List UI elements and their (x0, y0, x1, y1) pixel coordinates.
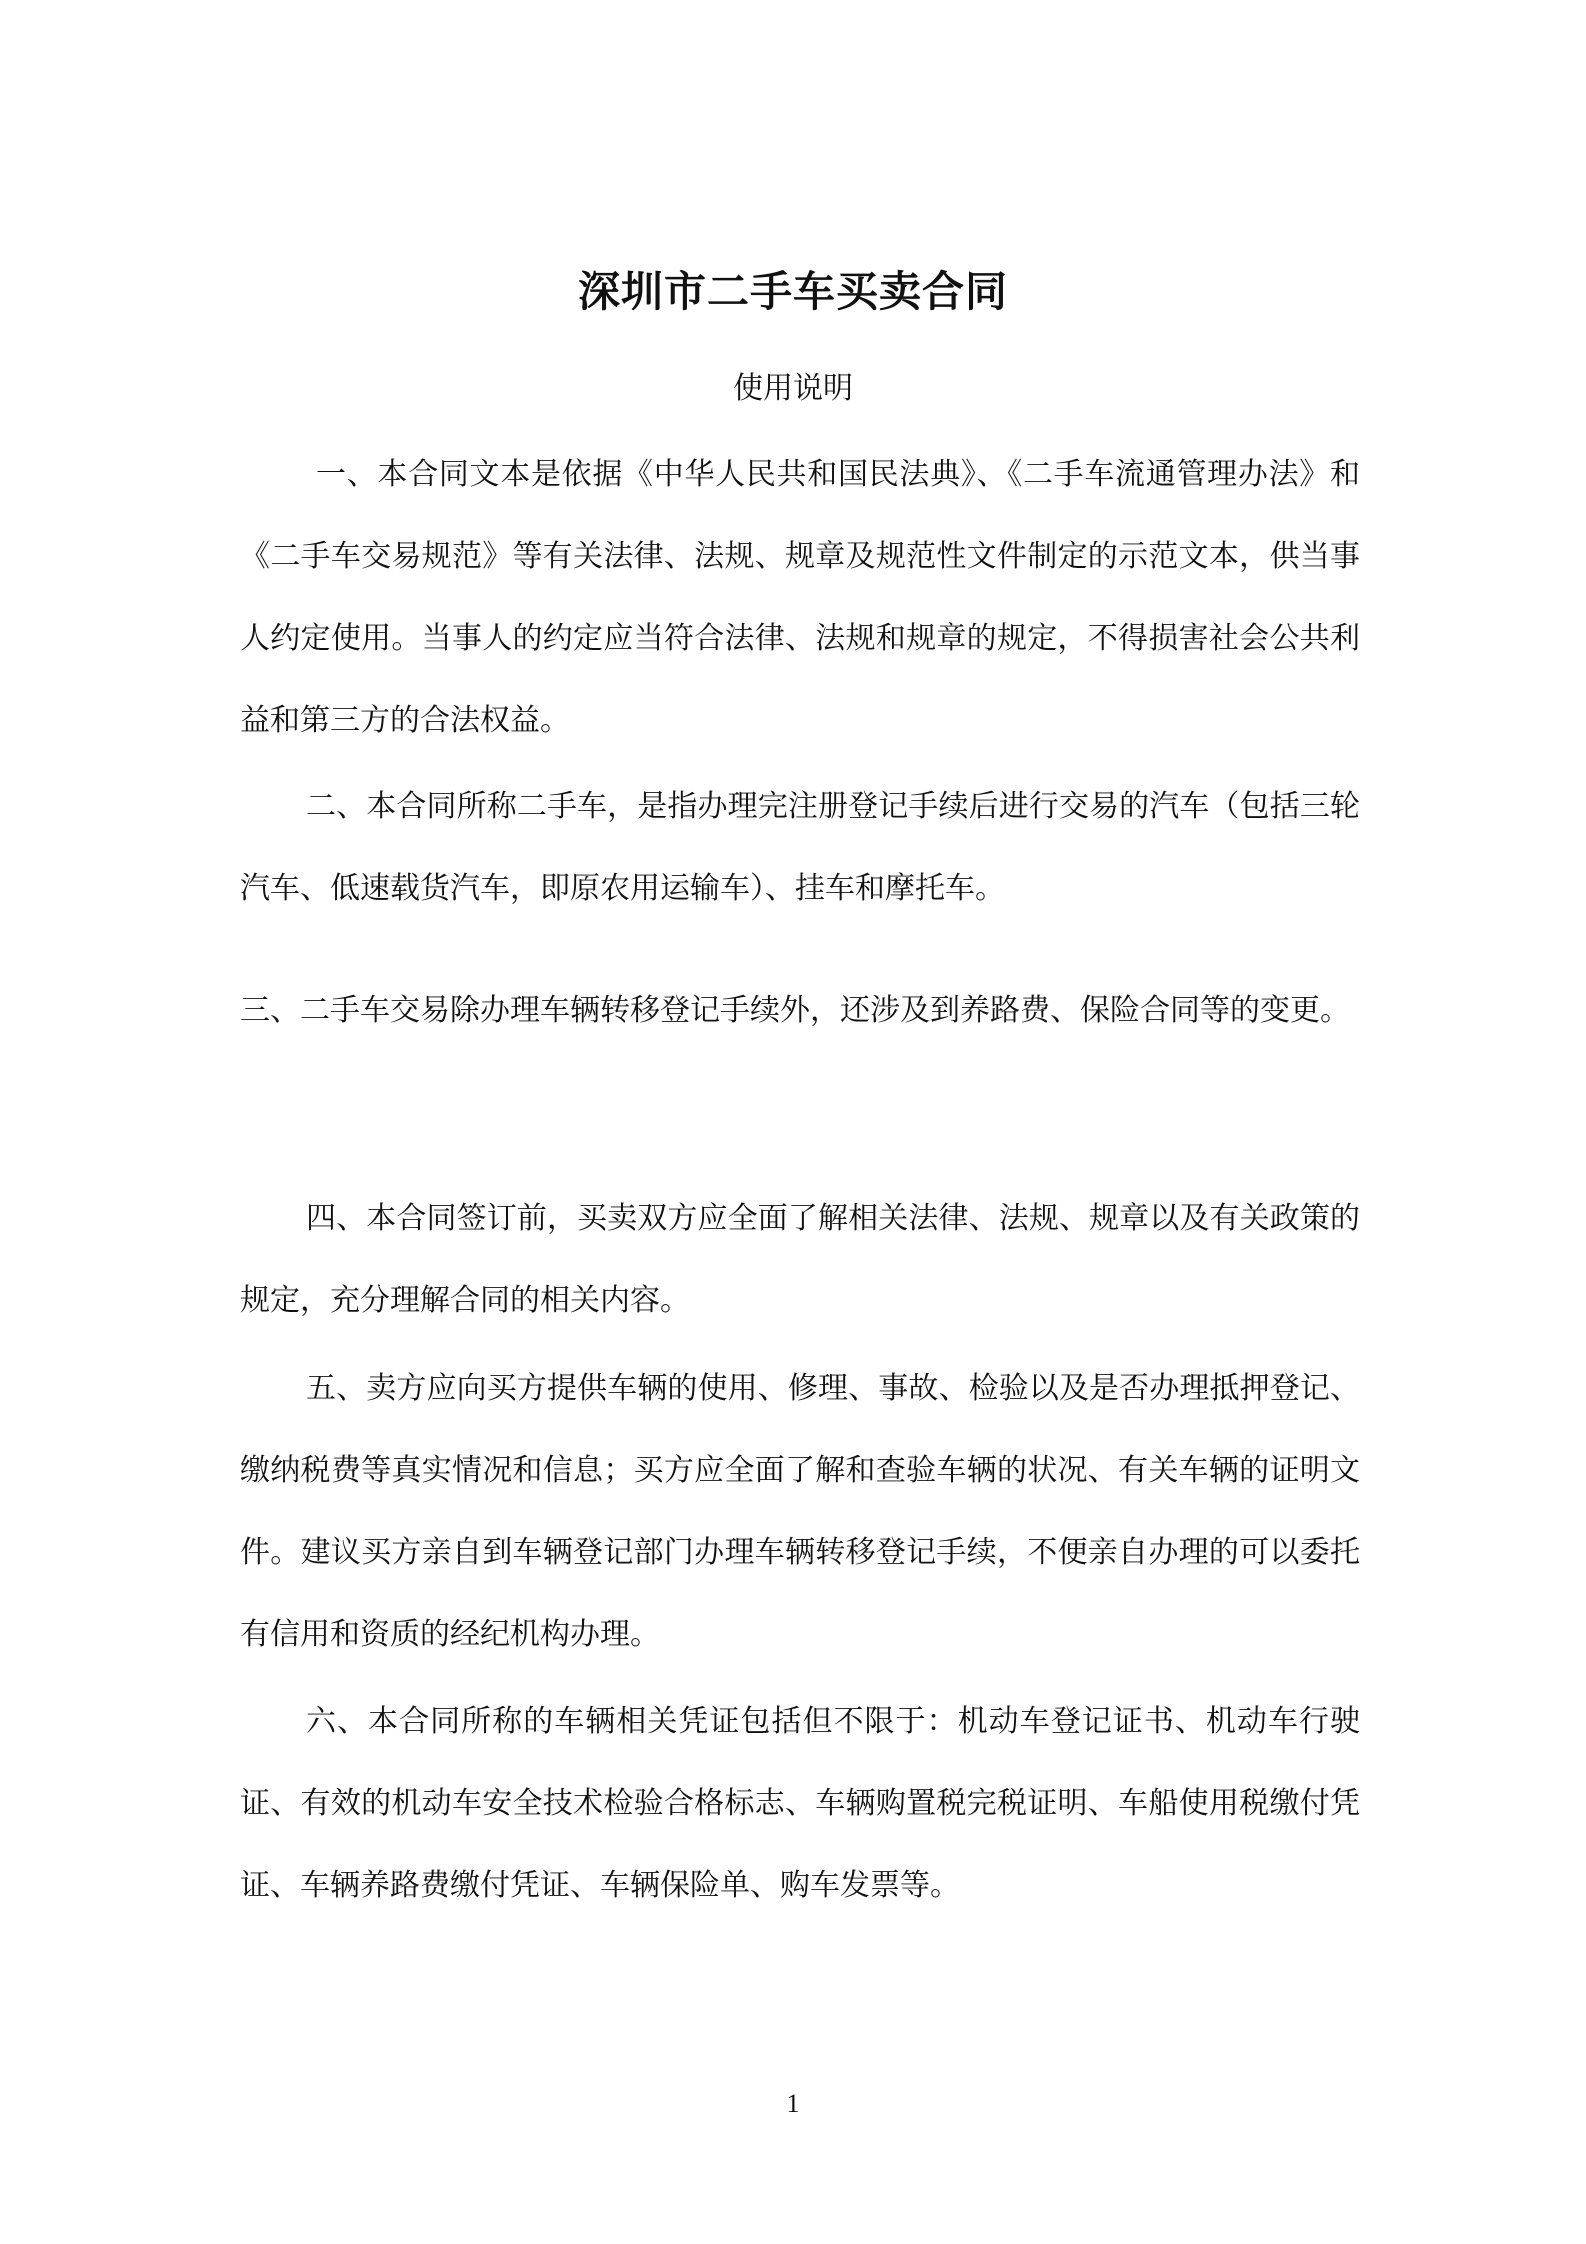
paragraph-1: 一、本合同文本是依据《中华人民共和国民法典》、《二手车流通管理办法》和《二手车交易规范》等有关法律、法规、规章及规范性文件制定的示范文本，供当事人约定使用。当事人的约定应当符合法律、法规和规章的规定，不得损害社会公共利益和第三方的合法权益。 (240, 457, 1360, 738)
paragraph-5: 五、卖方应向买方提供车辆的使用、修理、事故、检验以及是否办理抵押登记、缴纳税费等真实情况和信息；买方应全面了解和查验车辆的状况、有关车辆的证明文件。建议买方亲自到车辆登记部门办理车辆转移登记手续，不便亲自办理的可以委托有信用和资质的经纪机构办理。 (240, 1371, 1360, 1652)
paragraph-6: 六、本合同所称的车辆相关凭证包括但不限于：机动车登记证书、机动车行驶证、有效的机动车安全技术检验合格标志、车辆购置税完税证明、车船使用税缴付凭证、车辆养路费缴付凭证、车辆保险单、购车发票等。 (240, 1704, 1360, 1903)
page-number: 1 (786, 2089, 800, 2118)
document-title: 深圳市二手车买卖合同 (577, 267, 1008, 316)
paragraph-2: 二、本合同所称二手车，是指办理完注册登记手续后进行交易的汽车（包括三轮汽车、低速载货汽车，即原农用运输车）、挂车和摩托车。 (240, 789, 1360, 906)
paragraph-3: 三、二手车交易除办理车辆转移登记手续外，还涉及到养路费、保险合同等的变更。 (240, 993, 1350, 1028)
document-subtitle: 使用说明 (733, 371, 853, 406)
paragraph-4: 四、本合同签订前，买卖双方应全面了解相关法律、法规、规章以及有关政策的规定，充分理解合同的相关内容。 (240, 1201, 1360, 1318)
